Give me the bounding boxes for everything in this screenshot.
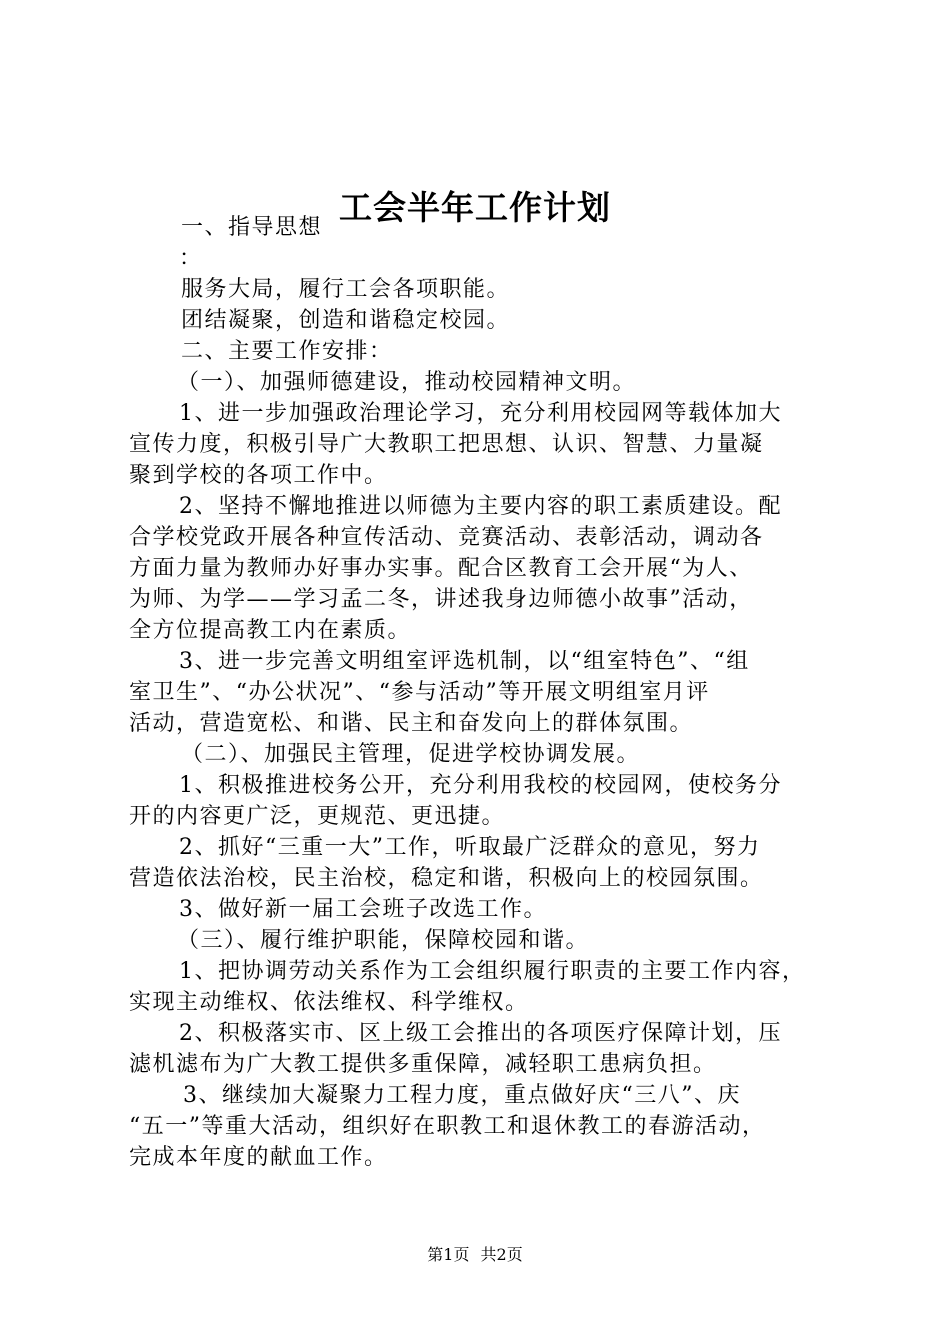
paragraph-line: 滤机滤布为广大教工提供多重保障，减轻职工患病负担。 [129, 1052, 717, 1077]
paragraph-line: 团结凝聚，创造和谐稳定校园。 [181, 308, 511, 333]
paragraph-line: 3、进一步完善文明组室评选机制，以“组室特色”、“组 [179, 649, 750, 674]
paragraph-line: 营造依法治校，民主治校，稳定和谐，积极向上的校园氛围。 [129, 866, 764, 891]
paragraph-line: “五一”等重大活动，组织好在职教工和退休教工的春游活动， [129, 1114, 766, 1139]
paragraph-line: 服务大局，履行工会各项职能。 [181, 277, 511, 302]
paragraph-line: 合学校党政开展各种宣传活动、竞赛活动、表彰活动，调动各 [129, 525, 764, 550]
paragraph-line: 开的内容更广泛，更规范、更迅捷。 [129, 804, 506, 829]
document-body [129, 212, 829, 1173]
paragraph-line: 1、积极推进校务公开，充分利用我校的校园网，使校务分 [179, 773, 782, 798]
paragraph-line: 2、抓好“三重一大”工作，听取最广泛群众的意见，努力 [179, 835, 761, 860]
section-heading-main-work: 二、主要工作安排： [181, 339, 393, 364]
paragraph-line: 宣传力度，积极引导广大教职工把思想、认识、智慧、力量凝 [129, 432, 764, 457]
paragraph-line: 聚到学校的各项工作中。 [129, 463, 388, 488]
paragraph-line: 活动，营造宽松、和谐、民主和奋发向上的群体氛围。 [129, 711, 694, 736]
page-footer [0, 1244, 950, 1266]
paragraph-line: 为师、为学——学习孟二冬，讲述我身边师德小故事”活动， [129, 587, 753, 612]
page-number: 第1页 [427, 1245, 470, 1264]
paragraph-line: 1、把协调劳动关系作为工会组织履行职责的主要工作内容， [179, 959, 806, 984]
paragraph-line: 3、做好新一届工会班子改选工作。 [179, 897, 547, 922]
paragraph-line: 方面力量为教师办好事办实事。配合区教育工会开展“为人、 [129, 556, 753, 581]
subsection-heading-1: （一）、加强师德建设，推动校园精神文明。 [177, 370, 637, 395]
subsection-heading-2: （二）、加强民主管理，促进学校协调发展。 [181, 742, 641, 767]
paragraph-line: 全方位提高教工内在素质。 [129, 618, 412, 643]
subsection-heading-3: （三）、履行维护职能，保障校园和谐。 [177, 928, 590, 953]
paragraph-line: 完成本年度的献血工作。 [129, 1145, 388, 1170]
paragraph-line: 3、继续加大凝聚力工程力度，重点做好庆“三八”、庆 [183, 1083, 741, 1108]
paragraph-line: 2、坚持不懈地推进以师德为主要内容的职工素质建设。配 [179, 494, 782, 519]
document-title: 工会半年工作计划 [339, 188, 611, 227]
paragraph-line: 室卫生”、“办公状况”、“参与活动”等开展文明组室月评 [129, 680, 710, 705]
colon-line: ： [179, 246, 203, 271]
section-heading-guiding-thought: 一、指导思想 [181, 215, 323, 240]
paragraph-line: 1、进一步加强政治理论学习，充分利用校园网等载体加大 [179, 401, 782, 426]
page-total: 共2页 [480, 1245, 523, 1264]
paragraph-line: 实现主动维权、依法维权、科学维权。 [129, 990, 529, 1015]
paragraph-line: 2、积极落实市、区上级工会推出的各项医疗保障计划，压 [179, 1021, 782, 1046]
